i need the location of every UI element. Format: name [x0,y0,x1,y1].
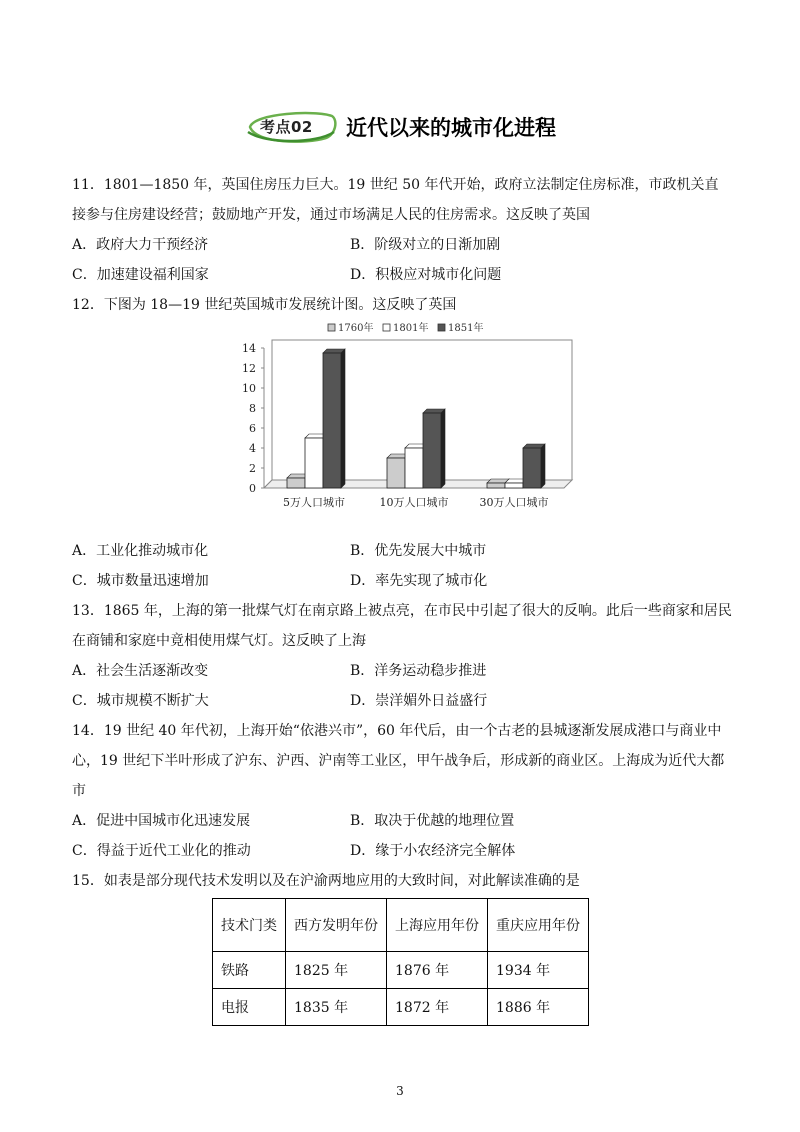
section-title: 近代以来的城市化进程 [346,116,556,140]
options-row [72,836,732,866]
table-header-cell: 上海应用年份 [387,899,488,952]
section-badge [246,110,336,140]
bar-chart [228,318,578,518]
bar-top [523,444,545,448]
section-header [246,108,576,148]
y-tick-label: 2 [249,462,256,475]
option-c[interactable]: C．城市数量迅速增加 [72,573,209,589]
option-b[interactable]: B．取决于优越的地理位置 [350,813,515,829]
y-tick-label: 6 [249,422,256,435]
badge-label: 考点02 [260,118,313,136]
y-tick-label: 12 [242,362,256,375]
option-c[interactable]: C．城市规模不断扩大 [72,693,209,709]
technology-table [212,898,589,1026]
page-number: 3 [396,1084,404,1098]
table-header-cell: 技术门类 [213,899,286,952]
option-d[interactable]: D．率先实现了城市化 [350,573,488,589]
option-a[interactable]: A．政府大力干预经济 [72,237,209,253]
table-cell: 1934 年 [488,952,589,989]
chart-axis-left [264,340,272,488]
option-c[interactable]: C．加速建设福利国家 [72,267,209,283]
bar-side [341,349,345,488]
table-header-cell: 重庆应用年份 [488,899,589,952]
table-row [213,952,589,989]
options-row [72,686,732,716]
legend-label: 1760年 [338,323,374,334]
option-b[interactable]: B．阶级对立的日渐加剧 [350,237,501,253]
question-15 [72,866,732,896]
bar [287,478,305,488]
legend-swatch [438,324,445,331]
x-tick-label: 30万人口城市 [479,496,549,509]
question-stem: 14．19 世纪 40 年代初，上海开始“依港兴市”，60 年代后，由一个古老的县城逐渐发展成港口与商业中心，19 世纪下半叶形成了沪东、沪西、沪南等工业区，甲午战争后，形成新的商业区。上海成为近代大都市 [72,723,725,799]
table-row [213,989,589,1026]
option-b[interactable]: B．优先发展大中城市 [350,543,487,559]
option-a[interactable]: A．社会生活逐渐改变 [72,663,209,679]
question-stem: 11．1801—1850 年，英国住房压力巨大。19 世纪 50 年代开始，政府立法制定住房标准，市政机关直接参与住房建设经营；鼓励地产开发，通过市场满足人民的住房需求。这反映了英国 [72,177,719,223]
bar-side [441,409,445,488]
bar [305,438,323,488]
option-d[interactable]: D．崇洋媚外日益盛行 [350,693,488,709]
legend-label: 1851年 [448,323,484,334]
option-b[interactable]: B．洋务运动稳步推进 [350,663,487,679]
options-row [72,536,732,566]
table-cell: 1835 年 [286,989,387,1026]
option-d[interactable]: D．积极应对城市化问题 [350,267,502,283]
question-13 [72,596,732,716]
x-tick-label: 10万人口城市 [379,496,449,509]
y-tick-label: 4 [249,442,256,455]
bar [387,458,405,488]
table-cell: 铁路 [213,952,286,989]
option-a[interactable]: A．工业化推动城市化 [72,543,209,559]
options-row [72,656,732,686]
legend-swatch [383,324,390,331]
bar [323,353,341,488]
bar-top [423,409,445,413]
options-row [72,806,732,836]
legend-label: 1801年 [393,323,429,334]
table-cell: 1872 年 [387,989,488,1026]
question-11 [72,170,732,290]
bar [423,413,441,488]
option-a[interactable]: A．促进中国城市化迅速发展 [72,813,251,829]
question-stem: 12．下图为 18—19 世纪英国城市发展统计图。这反映了英国 [72,297,457,313]
question-12-options [72,536,732,596]
table-cell: 1825 年 [286,952,387,989]
options-row [72,230,732,260]
question-stem: 13．1865 年，上海的第一批煤气灯在南京路上被点亮，在市民中引起了很大的反响。此后一些商家和居民在商铺和家庭中竟相使用煤气灯。这反映了上海 [72,603,732,649]
bar [487,483,505,488]
y-tick-label: 8 [249,402,256,415]
bar [505,483,523,488]
bar [523,448,541,488]
table-cell: 电报 [213,989,286,1026]
options-row [72,260,732,290]
legend-swatch [328,324,335,331]
y-tick-label: 0 [249,482,256,495]
table-cell: 1876 年 [387,952,488,989]
question-12 [72,290,732,320]
table-header-cell: 西方发明年份 [286,899,387,952]
question-14 [72,716,732,866]
table-cell: 1886 年 [488,989,589,1026]
option-d[interactable]: D．缘于小农经济完全解体 [350,843,516,859]
option-c[interactable]: C．得益于近代工业化的推动 [72,843,251,859]
bar-top [323,349,345,353]
question-stem: 15．如表是部分现代技术发明以及在沪渝两地应用的大致时间，对此解读准确的是 [72,873,580,889]
city-development-chart [228,318,578,518]
x-tick-label: 5万人口城市 [283,496,345,509]
bar [405,448,423,488]
y-tick-label: 14 [242,342,256,355]
y-tick-label: 10 [242,382,256,395]
bar-side [541,444,545,488]
table-header-row [213,899,589,952]
options-row [72,566,732,596]
